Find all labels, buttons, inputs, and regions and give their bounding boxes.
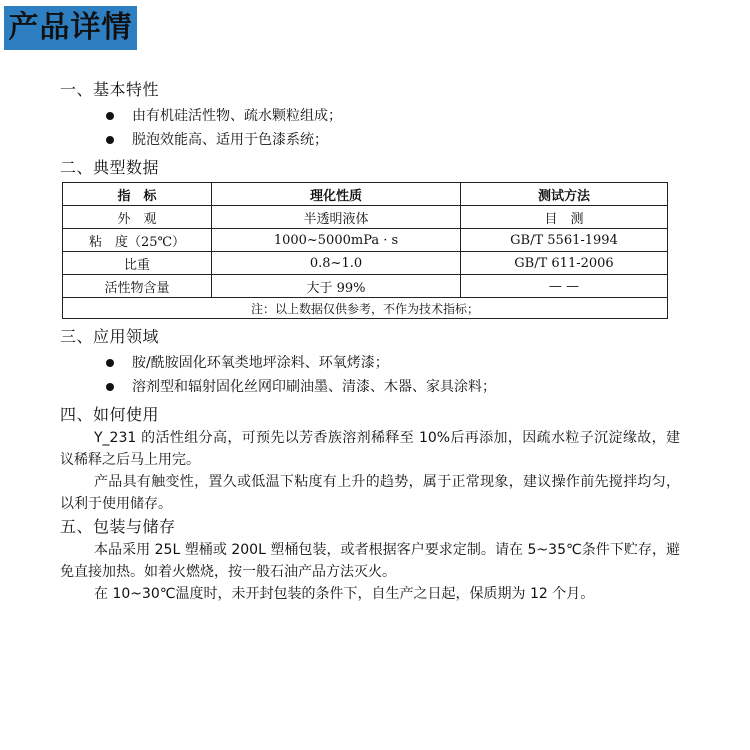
column-header: 理化性质 [212,183,461,206]
table-cell: GB/T 5561-1994 [461,229,668,252]
table-row [63,252,668,275]
bullet-icon [106,359,114,367]
application-list [60,351,680,399]
table-cell: 活性物含量 [63,275,212,298]
bullet-icon [106,112,114,120]
list-item-text: 溶剂型和辐射固化丝网印刷油墨、清漆、木器、家具涂料； [132,379,496,395]
section-heading-basic: 一、基本特性 [60,80,160,99]
list-item [60,104,680,128]
column-header: 指 标 [63,183,212,206]
typical-data-table [62,182,668,319]
product-details-banner: 产品详情 [4,6,137,50]
table-cell: GB/T 611-2006 [461,252,668,275]
table-cell: 目 测 [461,206,668,229]
section-heading-application: 三、应用领域 [60,327,160,346]
packaging-paragraph: 本品采用 25L 塑桶或 200L 塑桶包装，或者根据客户要求定制。请在 5~35℃条件下贮存，避免直接加热。如着火燃烧，按一般石油产品方法灭火。 [60,542,680,580]
table-cell: 半透明液体 [212,206,461,229]
bullet-icon [106,136,114,144]
section-heading-usage: 四、如何使用 [60,405,160,424]
table-note-row [63,298,668,319]
table-cell: 大于 99% [212,275,461,298]
usage-paragraph: Y_231 的活性组分高，可预先以芳香族溶剂稀释至 10%后再添加，因疏水粒子沉淀缘故，建议稀释之后马上用完。 [60,430,680,468]
table-cell: — — [461,275,668,298]
table-cell: 0.8~1.0 [212,252,461,275]
column-header: 测试方法 [461,183,668,206]
table-cell: 比重 [63,252,212,275]
list-item [60,375,680,399]
table-cell: 粘 度（25℃） [63,229,212,252]
table-cell: 1000~5000mPa · s [212,229,461,252]
table-header-row [63,183,668,206]
packaging-paragraph: 在 10~30℃温度时，未开封包装的条件下，自生产之日起，保质期为 12 个月。 [94,586,595,602]
list-item [60,351,680,375]
list-item [60,128,680,152]
document-body [60,78,680,605]
table-row [63,275,668,298]
section-heading-packaging: 五、包装与储存 [60,517,176,536]
table-cell: 外 观 [63,206,212,229]
table-row [63,206,668,229]
usage-paragraph: 产品具有触变性，置久或低温下粘度有上升的趋势，属于正常现象，建议操作前先搅拌均匀，以利于使用储存。 [60,474,680,512]
section-heading-data: 二、典型数据 [60,158,160,177]
list-item-text: 由有机硅活性物、疏水颗粒组成； [132,108,342,124]
list-item-text: 脱泡效能高、适用于色漆系统； [132,132,328,148]
list-item-text: 胺/酰胺固化环氧类地坪涂料、环氧烤漆； [132,355,389,371]
table-row [63,229,668,252]
bullet-icon [106,383,114,391]
basic-feature-list [60,104,680,152]
table-note: 注：以上数据仅供参考，不作为技术指标； [63,298,668,319]
